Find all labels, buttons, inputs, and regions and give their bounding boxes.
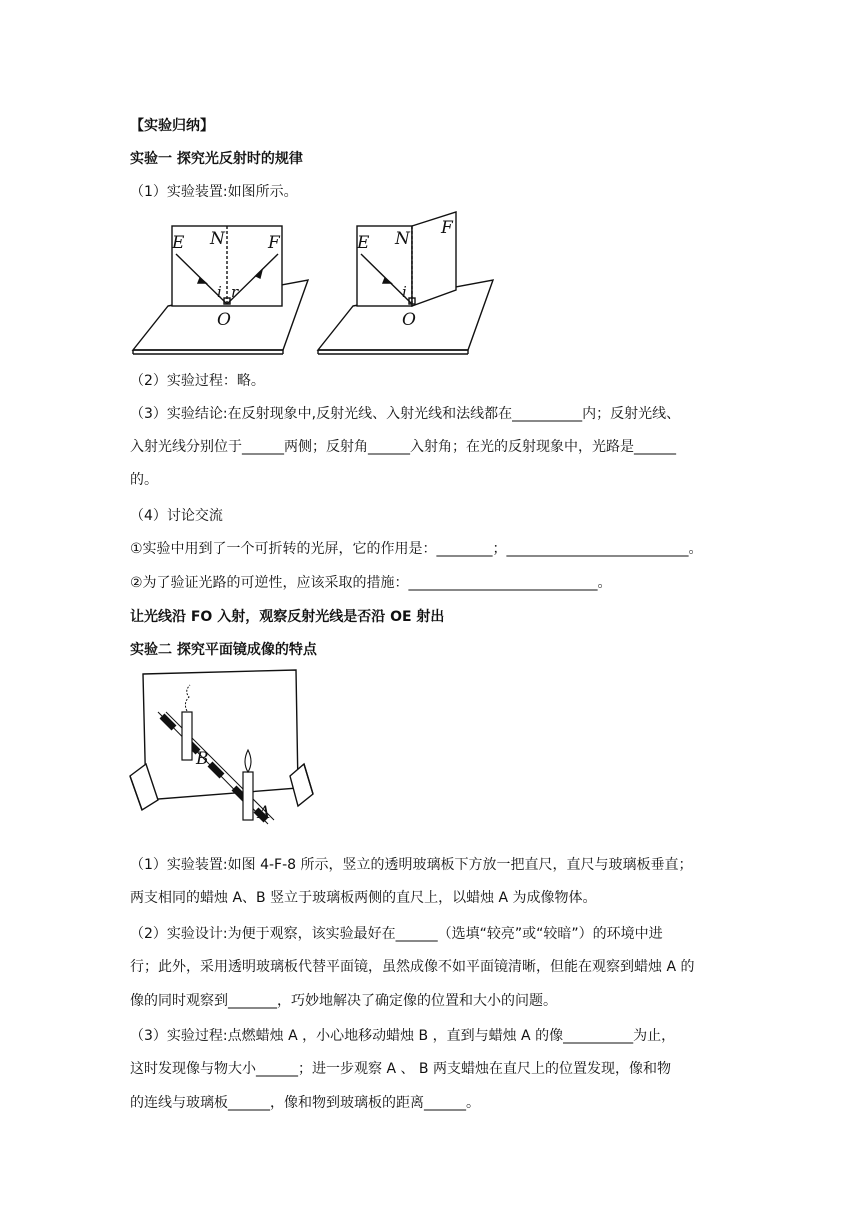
- experiment-2-paragraph-2-line-1: （2）实验设计:为便于观察，该实验最好在______（选填“较亮”或“较暗”）的环境中进: [130, 926, 663, 942]
- experiment-1-paragraph-4: （4）讨论交流: [130, 508, 223, 524]
- label-E-2: E: [357, 233, 370, 253]
- section-heading: 【实验归纳】: [130, 118, 214, 134]
- label-O-2: O: [402, 310, 416, 330]
- experiment-2-paragraph-3-line-3: 的连线与玻璃板______，像和物到玻璃板的距离______。: [130, 1095, 480, 1111]
- label-F-2: F: [441, 218, 453, 238]
- label-E: E: [172, 233, 185, 253]
- experiment-2-paragraph-3-line-2: 这时发现像与物大小______；进一步观察 A 、 B 两支蜡烛在直尺上的位置发现，像和物: [130, 1061, 671, 1077]
- experiment-2-paragraph-3-line-1: （3）实验过程:点燃蜡烛 A ，小心地移动蜡烛 B ，直到与蜡烛 A 的像__________为止，: [130, 1028, 676, 1044]
- experiment-2-title: 实验二 探究平面镜成像的特点: [130, 642, 317, 658]
- experiment-1-paragraph-3-line-2: 入射光线分别位于______两侧；反射角______入射角；在光的反射现象中，光路是______: [130, 439, 676, 455]
- experiment-2-paragraph-1-line-1: （1）实验装置:如图 4-F-8 所示，竖立的透明玻璃板下方放一把直尺，直尺与玻璃板垂直；: [130, 857, 693, 873]
- label-F: F: [268, 233, 280, 253]
- experiment-1-answer: 让光线沿 FO 入射，观察反射光线是否沿 OE 射出: [130, 609, 445, 625]
- experiment-1-paragraph-2: （2）实验过程：略。: [130, 373, 265, 389]
- plane-mirror-figure: [128, 668, 318, 828]
- experiment-2-paragraph-1-line-2: 两支相同的蜡烛 A、B 竖立于玻璃板两侧的直尺上，以蜡烛 A 为成像物体。: [130, 890, 597, 906]
- experiment-1-paragraph-3-line-3: 的。: [130, 472, 158, 488]
- label-B: B: [196, 749, 209, 769]
- experiment-1-paragraph-1: （1）实验装置:如图所示。: [130, 184, 298, 200]
- label-i-2: i: [402, 283, 407, 301]
- experiment-1-question-1: ①实验中用到了一个可折转的光屏，它的作用是：________；__________________________。: [130, 541, 703, 557]
- experiment-2-paragraph-2-line-2: 行；此外，采用透明玻璃板代替平面镜，虽然成像不如平面镜清晰，但能在观察到蜡烛 A 的: [130, 959, 695, 975]
- label-A: A: [258, 803, 271, 823]
- experiment-1-paragraph-3-line-1: （3）实验结论:在反射现象中,反射光线、入射光线和法线都在__________内；反射光线、: [130, 406, 681, 422]
- label-N-2: N: [395, 229, 410, 249]
- experiment-1-title: 实验一 探究光反射时的规律: [130, 151, 303, 167]
- label-r: r: [231, 283, 239, 301]
- experiment-1-question-2: ②为了验证光路的可逆性，应该采取的措施：___________________________。: [130, 575, 612, 591]
- experiment-2-paragraph-2-line-3: 像的同时观察到_______，巧妙地解决了确定像的位置和大小的问题。: [130, 993, 557, 1009]
- label-N: N: [210, 229, 225, 249]
- label-i: i: [217, 283, 222, 301]
- reflection-figure: [128, 208, 518, 358]
- label-O: O: [217, 310, 231, 330]
